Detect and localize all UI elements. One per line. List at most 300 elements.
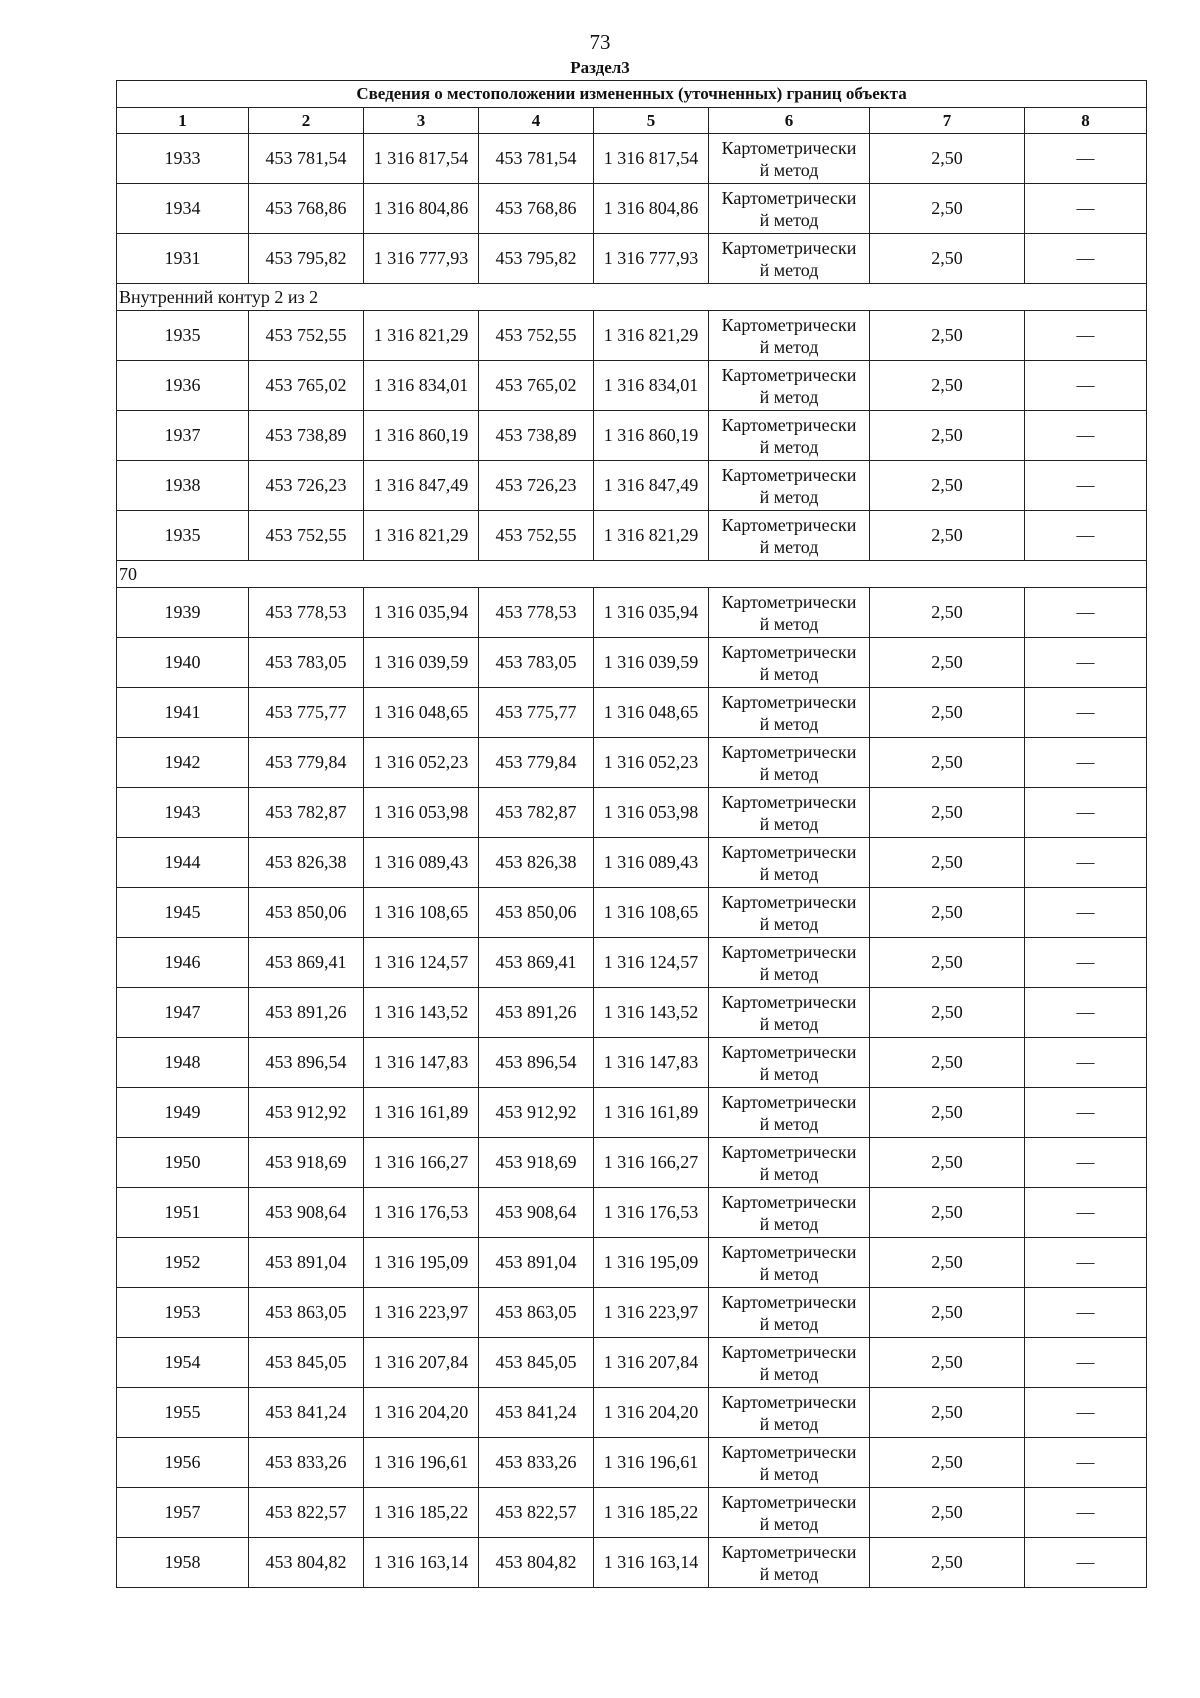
table-row xyxy=(117,1488,1147,1538)
existing-y-cell: 1 316 196,61 xyxy=(364,1438,479,1488)
method-text-line2: й метод xyxy=(759,713,819,734)
table-row xyxy=(117,788,1147,838)
precision-cell: 2,50 xyxy=(870,1438,1025,1488)
method-cell xyxy=(709,361,870,411)
empty-mark-cell: — xyxy=(1025,1538,1147,1588)
point-number-cell: 1944 xyxy=(117,838,249,888)
method-text-line1: Картометрически xyxy=(721,1441,857,1462)
existing-x-cell: 453 833,26 xyxy=(249,1438,364,1488)
refined-x-cell: 453 795,82 xyxy=(479,234,594,284)
precision-cell: 2,50 xyxy=(870,1238,1025,1288)
method-text-line2: й метод xyxy=(759,1563,819,1584)
method-text-line2: й метод xyxy=(759,863,819,884)
refined-y-cell: 1 316 124,57 xyxy=(594,938,709,988)
precision-cell: 2,50 xyxy=(870,1388,1025,1438)
column-number-row xyxy=(117,108,1147,134)
refined-y-cell: 1 316 147,83 xyxy=(594,1038,709,1088)
existing-x-cell: 453 778,53 xyxy=(249,588,364,638)
table-row xyxy=(117,838,1147,888)
existing-x-cell: 453 826,38 xyxy=(249,838,364,888)
refined-x-cell: 453 779,84 xyxy=(479,738,594,788)
existing-x-cell: 453 779,84 xyxy=(249,738,364,788)
method-text-line1: Картометрически xyxy=(721,1341,857,1362)
point-number-cell: 1948 xyxy=(117,1038,249,1088)
existing-x-cell: 453 896,54 xyxy=(249,1038,364,1088)
method-cell xyxy=(709,1488,870,1538)
empty-mark-cell: — xyxy=(1025,738,1147,788)
table-row xyxy=(117,411,1147,461)
existing-y-cell: 1 316 163,14 xyxy=(364,1538,479,1588)
existing-x-cell: 453 726,23 xyxy=(249,461,364,511)
method-text-line2: й метод xyxy=(759,1513,819,1534)
method-text-line1: Картометрически xyxy=(721,137,857,158)
method-text-line1: Картометрически xyxy=(721,1391,857,1412)
empty-mark-cell: — xyxy=(1025,788,1147,838)
empty-mark-cell: — xyxy=(1025,688,1147,738)
precision-cell: 2,50 xyxy=(870,411,1025,461)
existing-y-cell: 1 316 053,98 xyxy=(364,788,479,838)
method-cell xyxy=(709,838,870,888)
existing-x-cell: 453 795,82 xyxy=(249,234,364,284)
existing-x-cell: 453 782,87 xyxy=(249,788,364,838)
precision-cell: 2,50 xyxy=(870,361,1025,411)
method-text-line2: й метод xyxy=(759,1213,819,1234)
method-text-line1: Картометрически xyxy=(721,741,857,762)
refined-x-cell: 453 850,06 xyxy=(479,888,594,938)
existing-x-cell: 453 891,26 xyxy=(249,988,364,1038)
point-number-cell: 1931 xyxy=(117,234,249,284)
point-number-cell: 1956 xyxy=(117,1438,249,1488)
method-cell xyxy=(709,134,870,184)
method-text-line2: й метод xyxy=(759,486,819,507)
refined-y-cell: 1 316 185,22 xyxy=(594,1488,709,1538)
point-number-cell: 1958 xyxy=(117,1538,249,1588)
point-number-cell: 1945 xyxy=(117,888,249,938)
existing-x-cell: 453 781,54 xyxy=(249,134,364,184)
method-cell xyxy=(709,1538,870,1588)
method-text-line2: й метод xyxy=(759,1063,819,1084)
method-text-line1: Картометрически xyxy=(721,941,857,962)
method-cell xyxy=(709,788,870,838)
point-number-cell: 1953 xyxy=(117,1288,249,1338)
method-text-line2: й метод xyxy=(759,1263,819,1284)
point-number-cell: 1946 xyxy=(117,938,249,988)
point-number-cell: 1943 xyxy=(117,788,249,838)
contour-group-label-row xyxy=(117,284,1147,311)
method-text-line1: Картометрически xyxy=(721,591,857,612)
precision-cell: 2,50 xyxy=(870,1038,1025,1088)
existing-x-cell: 453 845,05 xyxy=(249,1338,364,1388)
table-row xyxy=(117,1188,1147,1238)
empty-mark-cell: — xyxy=(1025,938,1147,988)
method-cell xyxy=(709,688,870,738)
method-text-line1: Картометрически xyxy=(721,1291,857,1312)
empty-mark-cell: — xyxy=(1025,838,1147,888)
point-number-cell: 1939 xyxy=(117,588,249,638)
point-number-cell: 1941 xyxy=(117,688,249,738)
method-text-line2: й метод xyxy=(759,1313,819,1334)
existing-x-cell: 453 891,04 xyxy=(249,1238,364,1288)
existing-x-cell: 453 908,64 xyxy=(249,1188,364,1238)
method-text-line2: й метод xyxy=(759,913,819,934)
precision-cell: 2,50 xyxy=(870,311,1025,361)
empty-mark-cell: — xyxy=(1025,638,1147,688)
refined-y-cell: 1 316 223,97 xyxy=(594,1288,709,1338)
table-row xyxy=(117,888,1147,938)
point-number-cell: 1954 xyxy=(117,1338,249,1388)
method-text-line2: й метод xyxy=(759,1163,819,1184)
refined-x-cell: 453 822,57 xyxy=(479,1488,594,1538)
point-number-cell: 1957 xyxy=(117,1488,249,1538)
method-cell xyxy=(709,1138,870,1188)
refined-y-cell: 1 316 176,53 xyxy=(594,1188,709,1238)
table-row xyxy=(117,511,1147,561)
point-number-cell: 1938 xyxy=(117,461,249,511)
refined-y-cell: 1 316 804,86 xyxy=(594,184,709,234)
refined-x-cell: 453 841,24 xyxy=(479,1388,594,1438)
table-row xyxy=(117,1088,1147,1138)
refined-x-cell: 453 869,41 xyxy=(479,938,594,988)
empty-mark-cell: — xyxy=(1025,134,1147,184)
existing-y-cell: 1 316 804,86 xyxy=(364,184,479,234)
precision-cell: 2,50 xyxy=(870,588,1025,638)
refined-x-cell: 453 896,54 xyxy=(479,1038,594,1088)
table-row xyxy=(117,1238,1147,1288)
refined-y-cell: 1 316 052,23 xyxy=(594,738,709,788)
table-row xyxy=(117,1438,1147,1488)
method-text-line2: й метод xyxy=(759,663,819,684)
method-text-line1: Картометрически xyxy=(721,691,857,712)
existing-y-cell: 1 316 147,83 xyxy=(364,1038,479,1088)
existing-x-cell: 453 775,77 xyxy=(249,688,364,738)
precision-cell: 2,50 xyxy=(870,1338,1025,1388)
refined-x-cell: 453 908,64 xyxy=(479,1188,594,1238)
table-body xyxy=(117,134,1147,1588)
method-text-line2: й метод xyxy=(759,386,819,407)
column-number: 3 xyxy=(364,108,479,134)
method-cell xyxy=(709,888,870,938)
empty-mark-cell: — xyxy=(1025,234,1147,284)
existing-x-cell: 453 752,55 xyxy=(249,311,364,361)
empty-mark-cell: — xyxy=(1025,588,1147,638)
refined-y-cell: 1 316 196,61 xyxy=(594,1438,709,1488)
refined-x-cell: 453 918,69 xyxy=(479,1138,594,1188)
method-text-line2: й метод xyxy=(759,1013,819,1034)
existing-y-cell: 1 316 039,59 xyxy=(364,638,479,688)
precision-cell: 2,50 xyxy=(870,1488,1025,1538)
contour-group-label-row xyxy=(117,561,1147,588)
empty-mark-cell: — xyxy=(1025,184,1147,234)
refined-x-cell: 453 833,26 xyxy=(479,1438,594,1488)
precision-cell: 2,50 xyxy=(870,738,1025,788)
existing-y-cell: 1 316 817,54 xyxy=(364,134,479,184)
existing-x-cell: 453 738,89 xyxy=(249,411,364,461)
table-caption: Сведения о местоположении измененных (уточненных) границ объекта xyxy=(117,81,1147,108)
existing-x-cell: 453 822,57 xyxy=(249,1488,364,1538)
table-row xyxy=(117,688,1147,738)
existing-y-cell: 1 316 834,01 xyxy=(364,361,479,411)
precision-cell: 2,50 xyxy=(870,1088,1025,1138)
table-row xyxy=(117,1138,1147,1188)
table-row xyxy=(117,134,1147,184)
precision-cell: 2,50 xyxy=(870,1288,1025,1338)
table-row xyxy=(117,638,1147,688)
method-cell xyxy=(709,311,870,361)
refined-y-cell: 1 316 048,65 xyxy=(594,688,709,738)
table-row xyxy=(117,361,1147,411)
method-cell xyxy=(709,1438,870,1488)
method-text-line2: й метод xyxy=(759,1463,819,1484)
precision-cell: 2,50 xyxy=(870,838,1025,888)
refined-x-cell: 453 891,04 xyxy=(479,1238,594,1288)
table-row xyxy=(117,1288,1147,1338)
method-text-line1: Картометрически xyxy=(721,1541,857,1562)
method-text-line1: Картометрически xyxy=(721,1491,857,1512)
empty-mark-cell: — xyxy=(1025,1138,1147,1188)
section-title: Раздел3 xyxy=(570,58,630,77)
method-text-line1: Картометрически xyxy=(721,237,857,258)
method-cell xyxy=(709,738,870,788)
method-cell xyxy=(709,1338,870,1388)
boundary-coordinates-table xyxy=(116,80,1147,1588)
existing-y-cell: 1 316 821,29 xyxy=(364,511,479,561)
point-number-cell: 1937 xyxy=(117,411,249,461)
method-cell xyxy=(709,511,870,561)
empty-mark-cell: — xyxy=(1025,1488,1147,1538)
empty-mark-cell: — xyxy=(1025,1238,1147,1288)
refined-y-cell: 1 316 821,29 xyxy=(594,311,709,361)
method-text-line1: Картометрически xyxy=(721,991,857,1012)
existing-x-cell: 453 768,86 xyxy=(249,184,364,234)
method-cell xyxy=(709,588,870,638)
method-text-line1: Картометрически xyxy=(721,514,857,535)
contour-group-label: Внутренний контур 2 из 2 xyxy=(117,284,1147,311)
point-number-cell: 1940 xyxy=(117,638,249,688)
method-cell xyxy=(709,988,870,1038)
existing-y-cell: 1 316 176,53 xyxy=(364,1188,479,1238)
empty-mark-cell: — xyxy=(1025,311,1147,361)
method-text-line2: й метод xyxy=(759,1413,819,1434)
method-text-line1: Картометрически xyxy=(721,891,857,912)
empty-mark-cell: — xyxy=(1025,1038,1147,1088)
method-cell xyxy=(709,1088,870,1138)
existing-y-cell: 1 316 124,57 xyxy=(364,938,479,988)
precision-cell: 2,50 xyxy=(870,638,1025,688)
refined-x-cell: 453 783,05 xyxy=(479,638,594,688)
table-row xyxy=(117,234,1147,284)
existing-x-cell: 453 863,05 xyxy=(249,1288,364,1338)
method-text-line1: Картометрически xyxy=(721,641,857,662)
refined-y-cell: 1 316 163,14 xyxy=(594,1538,709,1588)
method-text-line2: й метод xyxy=(759,436,819,457)
point-number-cell: 1950 xyxy=(117,1138,249,1188)
existing-y-cell: 1 316 777,93 xyxy=(364,234,479,284)
empty-mark-cell: — xyxy=(1025,1438,1147,1488)
refined-y-cell: 1 316 143,52 xyxy=(594,988,709,1038)
column-number: 1 xyxy=(117,108,249,134)
method-text-line1: Картометрически xyxy=(721,791,857,812)
existing-y-cell: 1 316 089,43 xyxy=(364,838,479,888)
method-text-line2: й метод xyxy=(759,1113,819,1134)
precision-cell: 2,50 xyxy=(870,511,1025,561)
empty-mark-cell: — xyxy=(1025,988,1147,1038)
refined-x-cell: 453 782,87 xyxy=(479,788,594,838)
method-text-line2: й метод xyxy=(759,336,819,357)
precision-cell: 2,50 xyxy=(870,1538,1025,1588)
precision-cell: 2,50 xyxy=(870,461,1025,511)
empty-mark-cell: — xyxy=(1025,1288,1147,1338)
column-number: 2 xyxy=(249,108,364,134)
empty-mark-cell: — xyxy=(1025,361,1147,411)
point-number-cell: 1933 xyxy=(117,134,249,184)
method-text-line1: Картометрически xyxy=(721,1041,857,1062)
method-text-line2: й метод xyxy=(759,259,819,280)
empty-mark-cell: — xyxy=(1025,411,1147,461)
existing-y-cell: 1 316 207,84 xyxy=(364,1338,479,1388)
refined-x-cell: 453 845,05 xyxy=(479,1338,594,1388)
table-row xyxy=(117,1388,1147,1438)
existing-x-cell: 453 918,69 xyxy=(249,1138,364,1188)
method-cell xyxy=(709,1388,870,1438)
refined-x-cell: 453 912,92 xyxy=(479,1088,594,1138)
method-text-line2: й метод xyxy=(759,813,819,834)
refined-y-cell: 1 316 108,65 xyxy=(594,888,709,938)
refined-y-cell: 1 316 821,29 xyxy=(594,511,709,561)
method-cell xyxy=(709,1238,870,1288)
empty-mark-cell: — xyxy=(1025,511,1147,561)
point-number-cell: 1951 xyxy=(117,1188,249,1238)
existing-x-cell: 453 804,82 xyxy=(249,1538,364,1588)
refined-y-cell: 1 316 035,94 xyxy=(594,588,709,638)
refined-x-cell: 453 826,38 xyxy=(479,838,594,888)
refined-x-cell: 453 738,89 xyxy=(479,411,594,461)
refined-y-cell: 1 316 847,49 xyxy=(594,461,709,511)
method-text-line1: Картометрически xyxy=(721,414,857,435)
method-text-line1: Картометрически xyxy=(721,364,857,385)
point-number-cell: 1934 xyxy=(117,184,249,234)
precision-cell: 2,50 xyxy=(870,234,1025,284)
existing-y-cell: 1 316 161,89 xyxy=(364,1088,479,1138)
table-row xyxy=(117,1538,1147,1588)
existing-x-cell: 453 752,55 xyxy=(249,511,364,561)
refined-y-cell: 1 316 860,19 xyxy=(594,411,709,461)
method-text-line1: Картометрически xyxy=(721,1091,857,1112)
precision-cell: 2,50 xyxy=(870,184,1025,234)
table-row xyxy=(117,1038,1147,1088)
table-row xyxy=(117,1338,1147,1388)
method-cell xyxy=(709,411,870,461)
refined-y-cell: 1 316 089,43 xyxy=(594,838,709,888)
empty-mark-cell: — xyxy=(1025,1338,1147,1388)
table-row xyxy=(117,184,1147,234)
method-cell xyxy=(709,1288,870,1338)
point-number-cell: 1952 xyxy=(117,1238,249,1288)
precision-cell: 2,50 xyxy=(870,938,1025,988)
method-text-line2: й метод xyxy=(759,536,819,557)
point-number-cell: 1935 xyxy=(117,511,249,561)
point-number-cell: 1935 xyxy=(117,311,249,361)
method-text-line1: Картометрически xyxy=(721,1141,857,1162)
existing-y-cell: 1 316 223,97 xyxy=(364,1288,479,1338)
table-row xyxy=(117,938,1147,988)
empty-mark-cell: — xyxy=(1025,461,1147,511)
existing-y-cell: 1 316 108,65 xyxy=(364,888,479,938)
method-text-line1: Картометрически xyxy=(721,1241,857,1262)
table-row xyxy=(117,738,1147,788)
point-number-cell: 1949 xyxy=(117,1088,249,1138)
method-text-line2: й метод xyxy=(759,763,819,784)
existing-y-cell: 1 316 847,49 xyxy=(364,461,479,511)
method-text-line1: Картометрически xyxy=(721,464,857,485)
refined-x-cell: 453 781,54 xyxy=(479,134,594,184)
existing-y-cell: 1 316 204,20 xyxy=(364,1388,479,1438)
method-cell xyxy=(709,184,870,234)
point-number-cell: 1942 xyxy=(117,738,249,788)
refined-x-cell: 453 752,55 xyxy=(479,511,594,561)
existing-x-cell: 453 869,41 xyxy=(249,938,364,988)
point-number-cell: 1936 xyxy=(117,361,249,411)
existing-x-cell: 453 841,24 xyxy=(249,1388,364,1438)
column-number: 7 xyxy=(870,108,1025,134)
refined-x-cell: 453 765,02 xyxy=(479,361,594,411)
precision-cell: 2,50 xyxy=(870,1138,1025,1188)
refined-y-cell: 1 316 053,98 xyxy=(594,788,709,838)
existing-y-cell: 1 316 052,23 xyxy=(364,738,479,788)
method-cell xyxy=(709,461,870,511)
refined-x-cell: 453 778,53 xyxy=(479,588,594,638)
existing-x-cell: 453 765,02 xyxy=(249,361,364,411)
existing-x-cell: 453 783,05 xyxy=(249,638,364,688)
empty-mark-cell: — xyxy=(1025,1188,1147,1238)
method-text-line2: й метод xyxy=(759,159,819,180)
refined-x-cell: 453 863,05 xyxy=(479,1288,594,1338)
existing-y-cell: 1 316 821,29 xyxy=(364,311,479,361)
refined-x-cell: 453 804,82 xyxy=(479,1538,594,1588)
precision-cell: 2,50 xyxy=(870,688,1025,738)
table-row xyxy=(117,311,1147,361)
refined-y-cell: 1 316 161,89 xyxy=(594,1088,709,1138)
method-text-line2: й метод xyxy=(759,963,819,984)
contour-group-label: 70 xyxy=(117,561,1147,588)
precision-cell: 2,50 xyxy=(870,134,1025,184)
existing-y-cell: 1 316 048,65 xyxy=(364,688,479,738)
point-number-cell: 1947 xyxy=(117,988,249,1038)
refined-y-cell: 1 316 834,01 xyxy=(594,361,709,411)
refined-y-cell: 1 316 204,20 xyxy=(594,1388,709,1438)
existing-y-cell: 1 316 035,94 xyxy=(364,588,479,638)
empty-mark-cell: — xyxy=(1025,1388,1147,1438)
table-row xyxy=(117,988,1147,1038)
refined-y-cell: 1 316 777,93 xyxy=(594,234,709,284)
method-cell xyxy=(709,638,870,688)
existing-y-cell: 1 316 195,09 xyxy=(364,1238,479,1288)
empty-mark-cell: — xyxy=(1025,888,1147,938)
method-text-line1: Картометрически xyxy=(721,1191,857,1212)
existing-y-cell: 1 316 166,27 xyxy=(364,1138,479,1188)
page-number: 73 xyxy=(589,30,611,54)
column-number: 8 xyxy=(1025,108,1147,134)
precision-cell: 2,50 xyxy=(870,988,1025,1038)
column-number: 6 xyxy=(709,108,870,134)
table-row xyxy=(117,588,1147,638)
point-number-cell: 1955 xyxy=(117,1388,249,1438)
method-text-line2: й метод xyxy=(759,209,819,230)
method-text-line2: й метод xyxy=(759,613,819,634)
method-text-line1: Картометрически xyxy=(721,314,857,335)
refined-x-cell: 453 726,23 xyxy=(479,461,594,511)
method-cell xyxy=(709,1188,870,1238)
column-number: 4 xyxy=(479,108,594,134)
